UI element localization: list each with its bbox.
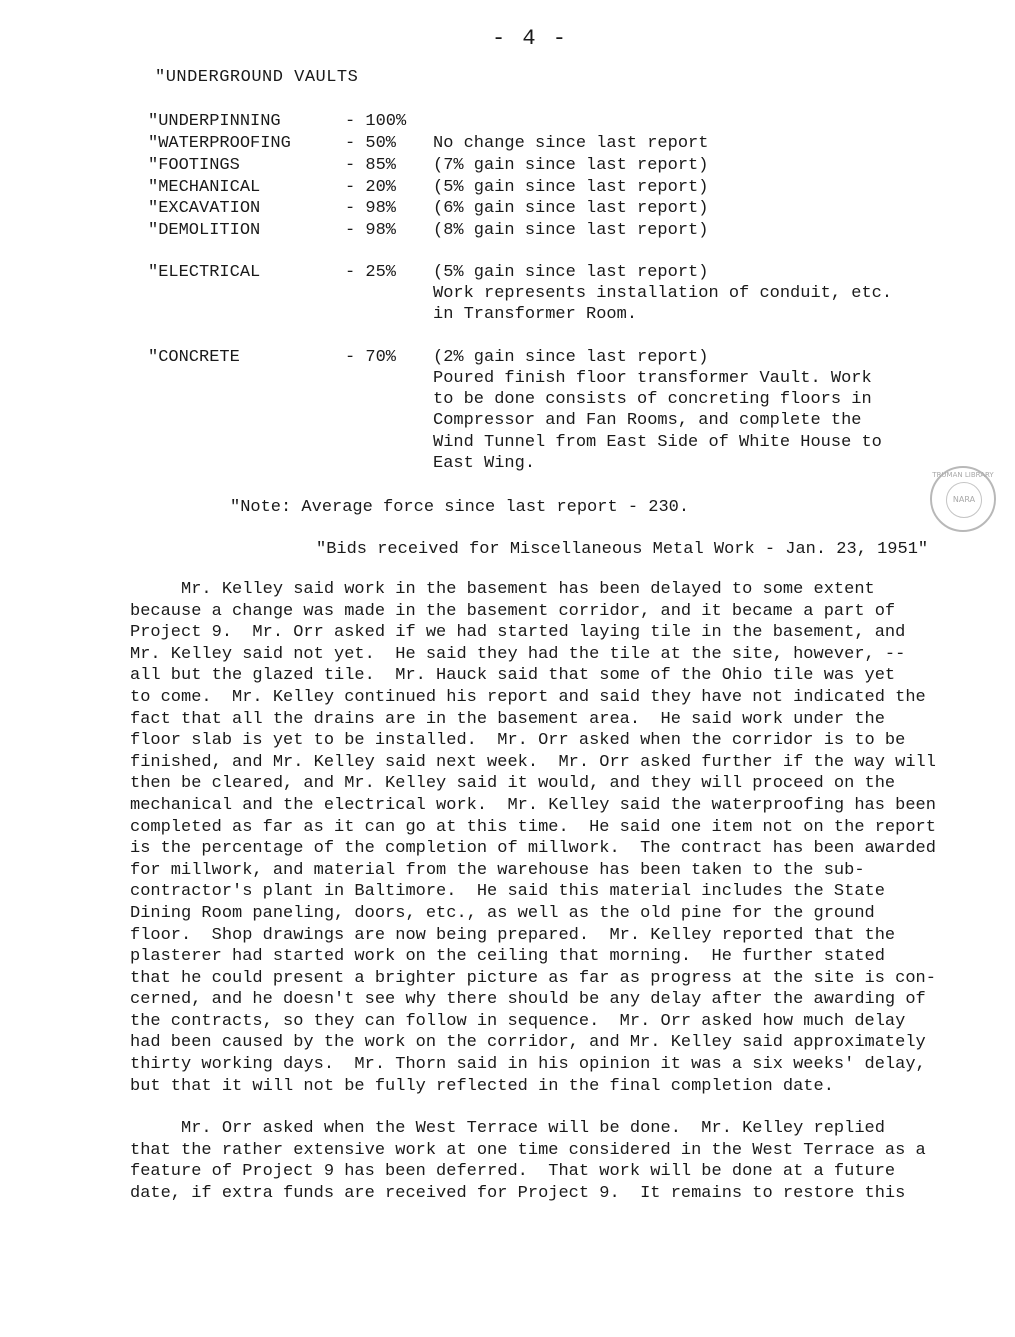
text-line: feature of Project 9 has been deferred. That work will be done at a future [130, 1162, 896, 1182]
progress-row [148, 112, 948, 134]
item-label: "EXCAVATION [148, 199, 261, 218]
text-line: finished, and Mr. Kelley said next week. Mr. Orr asked further if the way will [130, 752, 936, 772]
progress-row [148, 263, 948, 285]
text-line: because a change was made in the basement corridor, and it became a part of [130, 601, 896, 621]
text-line: floor. Shop drawings are now being prepared. Mr. Kelley reported that the [130, 925, 896, 945]
text-line: Mr. Orr asked when the West Terrace will be done. Mr. Kelley replied [130, 1119, 885, 1138]
item-label: "MECHANICAL [148, 178, 261, 197]
concrete-continuation: East Wing. [433, 454, 536, 473]
text-line: to come. Mr. Kelley continued his report and said they have not indicated the [130, 687, 926, 707]
item-note: No change since last report [433, 134, 709, 153]
text-line: plasterer had started work on the ceiling that morning. He further stated [130, 947, 885, 967]
item-percent: - 70% [345, 348, 397, 367]
electrical-continuation: Work represents installation of conduit, etc. [433, 284, 893, 303]
progress-row [148, 348, 948, 370]
progress-row [148, 178, 948, 200]
text-line: thirty working days. Mr. Thorn said in his opinion it was a six weeks' delay, [130, 1055, 926, 1075]
text-line: Mr. Kelley said not yet. He said they had the tile at the site, however, -- [130, 644, 906, 664]
text-line: cerned, and he doesn't see why there should be any delay after the awarding of [130, 990, 926, 1010]
item-percent: - 50% [345, 134, 397, 153]
item-note: (6% gain since last report) [433, 199, 709, 218]
item-label: "WATERPROOFING [148, 134, 291, 153]
section-heading: "UNDERGROUND VAULTS [155, 68, 359, 87]
text-line: that he could present a brighter picture as far as progress at the site is con- [130, 968, 936, 988]
item-percent: - 100% [345, 112, 407, 131]
paragraph-1 [130, 579, 950, 1097]
text-line: then be cleared, and Mr. Kelley said it would, and they will proceed on the [130, 774, 896, 794]
stamp-ring-text: TRUMAN LIBRARY [932, 471, 994, 479]
item-label: "UNDERPINNING [148, 112, 281, 131]
text-line: floor slab is yet to be installed. Mr. Orr asked when the corridor is to be [130, 731, 906, 751]
concrete-continuation: Poured finish floor transformer Vault. Work [433, 369, 872, 388]
progress-row [148, 199, 948, 221]
item-label: "CONCRETE [148, 348, 240, 367]
item-note: (5% gain since last report) [433, 178, 709, 197]
item-label: "ELECTRICAL [148, 263, 261, 282]
text-line: fact that all the drains are in the basement area. He said work under the [130, 709, 885, 729]
concrete-continuation: Compressor and Fan Rooms, and complete the [433, 411, 862, 430]
text-line: but that it will not be fully reflected in the final completion date. [130, 1076, 834, 1096]
text-line: is the percentage of the completion of millwork. The contract has been awarded [130, 839, 936, 859]
item-percent: - 98% [345, 199, 397, 218]
item-note: (8% gain since last report) [433, 221, 709, 240]
note-average-force: "Note: Average force since last report - 230. [230, 498, 690, 517]
item-note: (2% gain since last report) [433, 348, 709, 367]
progress-row [148, 134, 948, 156]
stamp-center-text: NARA [946, 482, 982, 518]
item-label: "DEMOLITION [148, 221, 261, 240]
item-percent: - 20% [345, 178, 397, 197]
concrete-continuation: Wind Tunnel from East Side of White House to [433, 433, 882, 452]
text-line: contractor's plant in Baltimore. He said this material includes the State [130, 882, 885, 902]
page-number: - 4 - [492, 26, 569, 51]
text-line: Mr. Kelley said work in the basement has been delayed to some extent [130, 580, 875, 599]
item-percent: - 25% [345, 263, 397, 282]
text-line: Dining Room paneling, doors, etc., as well as the old pine for the ground [130, 903, 875, 923]
electrical-continuation: in Transformer Room. [433, 305, 638, 324]
paragraph-2 [130, 1118, 950, 1204]
concrete-continuation: to be done consists of concreting floors in [433, 390, 872, 409]
item-note: (5% gain since last report) [433, 263, 709, 282]
item-percent: - 85% [345, 156, 397, 175]
text-line: all but the glazed tile. Mr. Hauck said that some of the Ohio tile was yet [130, 666, 896, 686]
text-line: the contracts, so they can follow in sequence. Mr. Orr asked how much delay [130, 1011, 906, 1031]
text-line: mechanical and the electrical work. Mr. Kelley said the waterproofing has been [130, 795, 936, 815]
item-percent: - 98% [345, 221, 397, 240]
note-bids-received: "Bids received for Miscellaneous Metal Work - Jan. 23, 1951" [316, 540, 929, 559]
item-label: "FOOTINGS [148, 156, 240, 175]
item-note: (7% gain since last report) [433, 156, 709, 175]
text-line: completed as far as it can go at this time. He said one item not on the report [130, 817, 936, 837]
text-line: date, if extra funds are received for Project 9. It remains to restore this [130, 1183, 906, 1203]
text-line: had been caused by the work on the corridor, and Mr. Kelley said approximately [130, 1033, 926, 1053]
text-line: Project 9. Mr. Orr asked if we had started laying tile in the basement, and [130, 623, 906, 643]
text-line: for millwork, and material from the warehouse has been taken to the sub- [130, 860, 865, 880]
progress-row [148, 221, 948, 243]
text-line: that the rather extensive work at one time considered in the West Terrace as a [130, 1140, 926, 1160]
progress-row [148, 156, 948, 178]
library-stamp [930, 466, 996, 532]
